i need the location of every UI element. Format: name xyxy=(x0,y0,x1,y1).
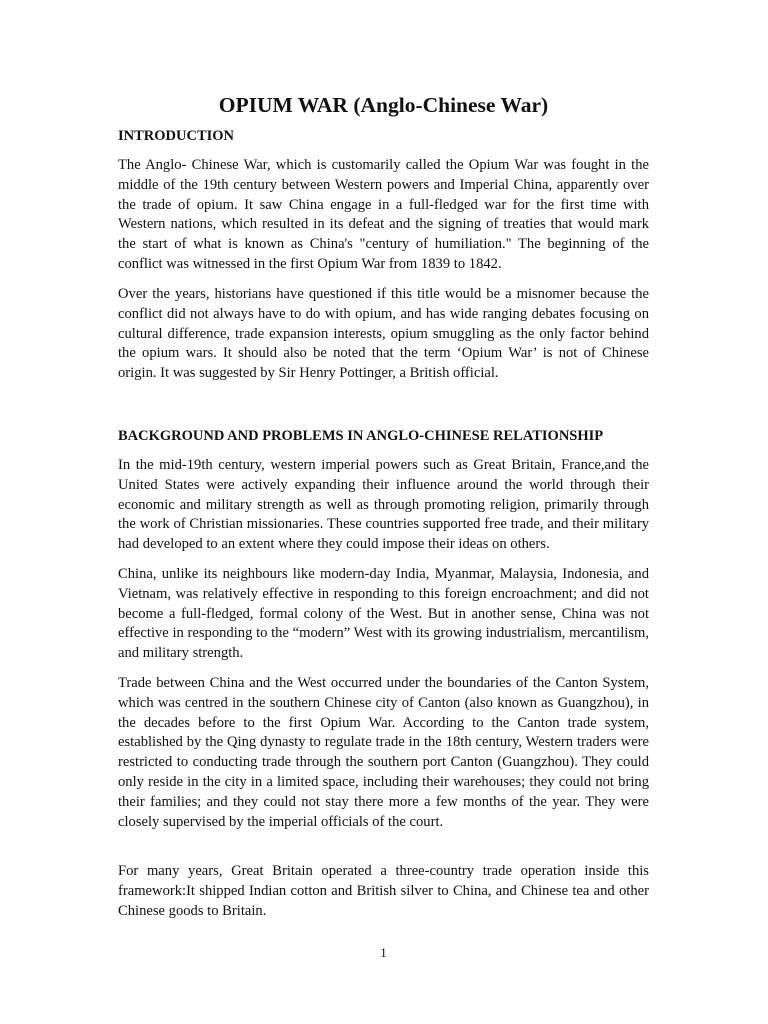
paragraph: The Anglo- Chinese War, which is customarily called the Opium War was fought in the middle of the 19th century between Western powers and Imperial China, apparently over the trade of opium. It saw China engage in a full-fledged war for the first time with Western nations, which resulted in its defeat and the signing of treaties that would mark the start of what is known as China's "century of humiliation." The beginning of the conflict was witnessed in the first Opium War from 1839 to 1842. xyxy=(118,157,649,272)
paragraph: For many years, Great Britain operated a three-country trade operation inside this framework:It shipped Indian cotton and British silver to China, and Chinese tea and other Chinese goods to Britain. xyxy=(118,863,649,919)
section-heading-background: BACKGROUND AND PROBLEMS IN ANGLO-CHINESE RELATIONSHIP xyxy=(118,428,604,444)
paragraph: Over the years, historians have questioned if this title would be a misnomer because the conflict did not always have to do with opium, and has wide ranging debates focusing on cultural difference, trade expansion interests, opium smuggling as the only factor behind the opium wars. It should also be noted that the term ‘Opium War’ is not of Chinese origin. It was suggested by Sir Henry Pottinger, a British official. xyxy=(118,286,649,382)
paragraph: Trade between China and the West occurred under the boundaries of the Canton System, which was centred in the southern Chinese city of Canton (also known as Guangzhou), in the decades before to the first Opium War. According to the Canton trade system, established by the Qing dynasty to regulate trade in the 18th century, Western traders were restricted to conducting trade through the southern port Canton (Guangzhou). They could only reside in the city in a limited space, including their warehouses; they could not bring their families; and they could not stay there more a few months of the year. They were closely supervised by the imperial officials of the court. xyxy=(118,675,649,830)
page-number: 1 xyxy=(380,945,387,960)
paragraph: In the mid-19th century, western imperial powers such as Great Britain, France,and the United States were actively expanding their influence around the world through their economic and military strength as well as through promoting religion, primarily through the work of Christian missionaries. These countries supported free trade, and their military had developed to an extent where they could impose their ideas on others. xyxy=(118,457,649,553)
paragraph: China, unlike its neighbours like modern-day India, Myanmar, Malaysia, Indonesia, and Vietnam, was relatively effective in responding to this foreign encroachment; and did not become a full-fledged, formal colony of the West. But in another sense, China was not effective in responding to the “modern” West with its growing industrialism, mercantilism, and military strength. xyxy=(118,566,649,662)
section-heading-introduction: INTRODUCTION xyxy=(118,128,235,144)
document-title: OPIUM WAR (Anglo-Chinese War) xyxy=(218,93,549,117)
